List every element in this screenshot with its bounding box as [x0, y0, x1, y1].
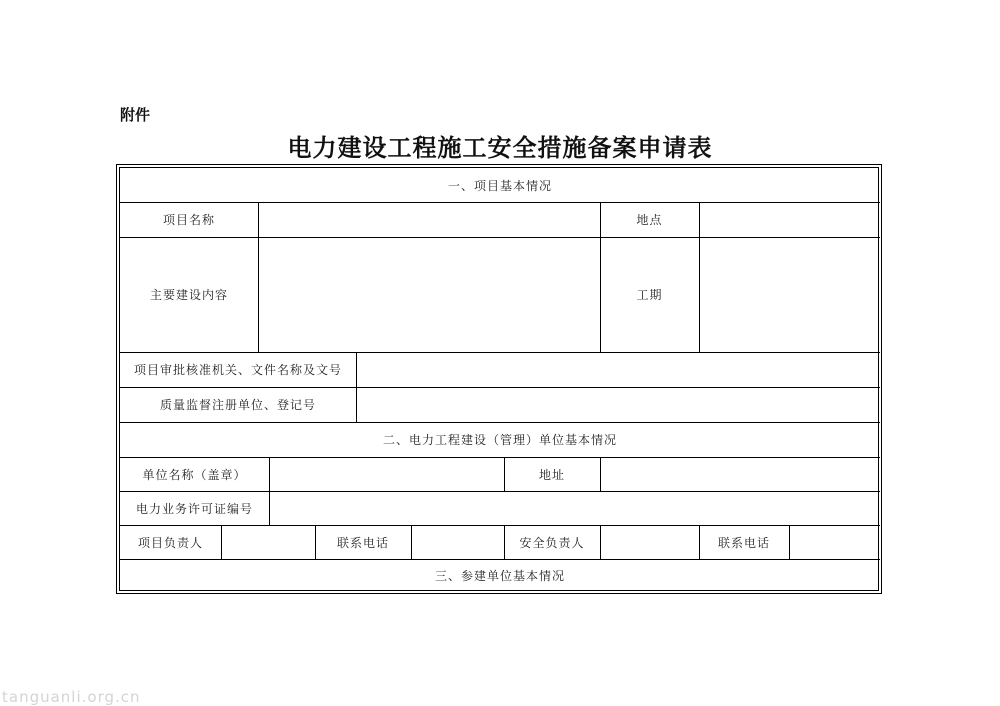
document-title: 电力建设工程施工安全措施备案申请表 [287, 133, 713, 162]
unit-name-field[interactable] [270, 458, 504, 491]
section-heading-participating-units: 三、参建单位基本情况 [434, 569, 565, 583]
quality-supervision-field[interactable] [357, 388, 880, 422]
project-name-label: 项目名称 [162, 213, 215, 227]
project-leader-field[interactable] [222, 526, 315, 559]
main-construction-content-label: 主要建设内容 [149, 288, 228, 302]
contact-phone-label-2: 联系电话 [717, 535, 770, 550]
main-construction-content-field[interactable] [259, 238, 600, 352]
project-name-field[interactable] [259, 203, 600, 237]
unit-name-label: 单位名称（盖章） [142, 467, 247, 482]
section-heading-construction-unit: 二、电力工程建设（管理）单位基本情况 [382, 433, 617, 447]
application-form-frame [116, 164, 882, 594]
safety-leader-field[interactable] [601, 526, 699, 559]
section-heading-project-info: 一、项目基本情况 [447, 178, 552, 193]
address-field[interactable] [601, 458, 880, 491]
location-field[interactable] [700, 203, 880, 237]
contact-phone-field-1[interactable] [412, 526, 504, 559]
application-form-table [119, 167, 879, 591]
duration-field[interactable] [700, 238, 880, 352]
approval-authority-field[interactable] [357, 353, 880, 387]
duration-label: 工期 [636, 288, 663, 302]
contact-phone-field-2[interactable] [790, 526, 880, 559]
power-license-label: 电力业务许可证编号 [135, 501, 253, 516]
project-leader-label: 项目负责人 [137, 535, 203, 550]
contact-phone-label-1: 联系电话 [336, 535, 389, 550]
attachment-label: 附件 [120, 106, 151, 124]
quality-supervision-label: 质量监督注册单位、登记号 [159, 398, 316, 412]
location-label: 地点 [636, 213, 663, 227]
power-license-field[interactable] [270, 492, 880, 525]
safety-leader-label: 安全负责人 [519, 535, 585, 550]
address-label: 地址 [538, 467, 565, 482]
watermark: tanguanli.org.cn [2, 688, 141, 706]
approval-authority-label: 项目审批核准机关、文件名称及文号 [133, 363, 342, 377]
